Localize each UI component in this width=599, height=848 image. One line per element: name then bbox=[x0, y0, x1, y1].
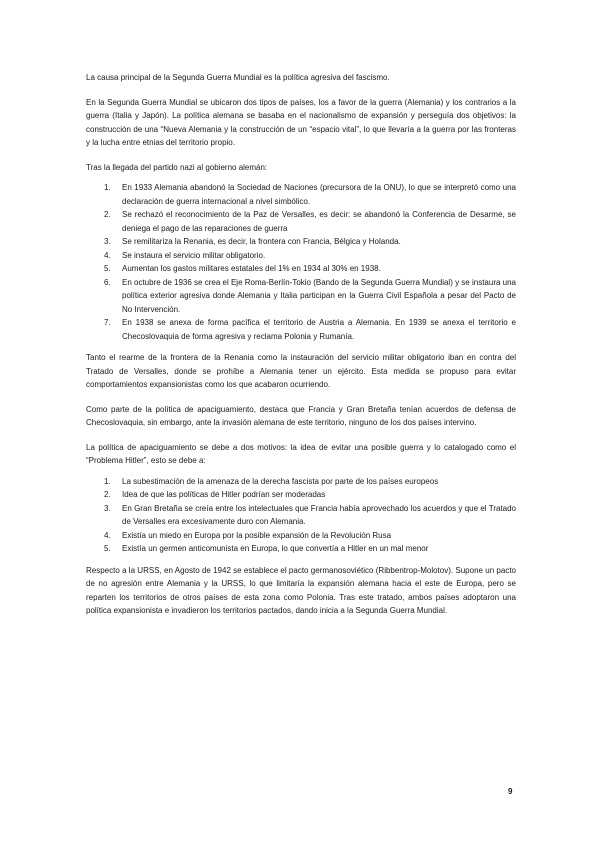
list-text: En Gran Bretaña se creía entre los intelectuales que Francia había aprovechado los acuerdos y que el Tratado de Versalles era excesivamente duro con Alemania. bbox=[122, 503, 516, 526]
list-number: 4. bbox=[104, 530, 111, 540]
list-item bbox=[86, 488, 516, 502]
list-item bbox=[86, 181, 516, 208]
list-item bbox=[86, 262, 516, 276]
paragraph-sides: En la Segunda Guerra Mundial se ubicaron dos tipos de países, los a favor de la guerra (Alemania) y los contrarios a la guerra (Italia y Japón). La política alemana se basaba en el nacionalismo de expansión y perseguía dos objetivos: la construcción de una “Nueva Alemania y la construcción de un “espacio vital”, lo que llevaría a la guerra por las fronteras y la lucha entre etnias del territorio propio. bbox=[86, 97, 516, 147]
list-item bbox=[86, 502, 516, 529]
list-number: 3. bbox=[104, 237, 111, 246]
list-text: Se rechazó el reconocimiento de la Paz de Versalles, es decir: se abandonó la Conferencia de Desarme, se deniega el pago de las reparaciones de guerra bbox=[122, 210, 516, 233]
list-nazi-measures bbox=[86, 181, 516, 343]
list-item bbox=[86, 235, 516, 249]
list-number: 4. bbox=[104, 250, 111, 260]
list-text: En 1938 se anexa de forma pacífica el territorio de Austria a Alemania. En 1939 se anexa el territorio e Checoslovaquia de forma agresiva y reclama Polonia y Rumanía. bbox=[122, 318, 516, 341]
list-number: 3. bbox=[104, 503, 111, 513]
list-text: Existía un germen anticomunista en Europa, lo que convertía a Hitler en un mal menor bbox=[122, 544, 429, 553]
list-number: 2. bbox=[104, 490, 111, 499]
list-number: 5. bbox=[104, 264, 111, 273]
list-text: Aumentan los gastos militares estatales del 1% en 1934 al 30% en 1938. bbox=[122, 264, 381, 273]
list-text: En 1933 Alemania abandonó la Sociedad de Naciones (precursora de la ONU), lo que se interpretó como una declaración de guerra internacional a nivel simbólico. bbox=[122, 183, 516, 206]
page-number: 9 bbox=[508, 787, 513, 796]
list-number: 6. bbox=[104, 277, 111, 287]
paragraph-intro: La causa principal de la Segunda Guerra Mundial es la política agresiva del fascismo. bbox=[86, 73, 390, 82]
paragraph-urss-pact: Respecto a la URSS, en Agosto de 1942 se establece el pacto germanosoviético (Ribbentrop-Molotov). Supone un pacto de no agresión entre Alemania y la URSS, lo que limitaría la expansión alemana hacia el este de Europa, pero se reparten los territorios de otros países de esta zona como Polonia. Tras este tratado, ambos países adoptaron una política expansionista e invadieron los territorios pactados, dando inicia a la Segunda Guerra Mundial. bbox=[86, 565, 516, 615]
list-number: 2. bbox=[104, 210, 111, 219]
paragraph-appeasement: Como parte de la política de apaciguamiento, destaca que Francia y Gran Bretaña tenían acuerdos de defensa de Checoslovaquia, sin embargo, ante la invasión alemana de este territorio, ninguno de los dos países intervino. bbox=[86, 404, 516, 427]
paragraph-nazi-arrival: Tras la llegada del partido nazi al gobierno alemán: bbox=[86, 162, 268, 172]
list-text: Existía un miedo en Europa por la posible expansión de la Revolución Rusa bbox=[122, 530, 392, 540]
list-item bbox=[86, 529, 516, 543]
list-item bbox=[86, 542, 516, 556]
list-number: 1. bbox=[104, 183, 111, 192]
list-item bbox=[86, 249, 516, 263]
list-number: 5. bbox=[104, 544, 111, 553]
page-content bbox=[86, 71, 516, 618]
list-item bbox=[86, 475, 516, 489]
list-text: La subestimación de la amenaza de la derecha fascista por parte de los países europeos bbox=[122, 476, 439, 486]
list-item bbox=[86, 316, 516, 343]
list-text: En octubre de 1936 se crea el Eje Roma-Berlín-Tokio (Bando de la Segunda Guerra Mundial) y se instaura una política exterior agresiva donde Alemania y Italia participan en la Guerra Civil Española a pesar del Pacto de No Intervención. bbox=[122, 277, 517, 314]
list-text: Se remilitariza la Renania, es decir, la frontera con Francia, Bélgica y Holanda. bbox=[122, 237, 401, 246]
list-text: Idea de que las políticas de Hitler podrían ser moderadas bbox=[122, 490, 326, 499]
list-number: 7. bbox=[104, 318, 111, 327]
list-number: 1. bbox=[104, 476, 111, 486]
list-item bbox=[86, 208, 516, 235]
paragraph-appeasement-motives: La política de apaciguamiento se debe a dos motivos: la idea de evitar una posible guerra y lo catalogado como el “Problema Hitler”, esto se debe a: bbox=[86, 442, 516, 465]
list-item bbox=[86, 276, 516, 317]
paragraph-rearmament: Tanto el rearme de la frontera de la Renania como la instauración del servicio militar obligatorio iban en contra del Tratado de Versalles, donde se prohíbe a Alemania tener un ejército. Esta medida se propuso para evitar comportamientos expansionistas como los que acabaron ocurriendo. bbox=[86, 353, 516, 389]
list-text: Se instaura el servicio militar obligatorio. bbox=[122, 250, 266, 260]
list-appeasement-reasons bbox=[86, 475, 516, 556]
